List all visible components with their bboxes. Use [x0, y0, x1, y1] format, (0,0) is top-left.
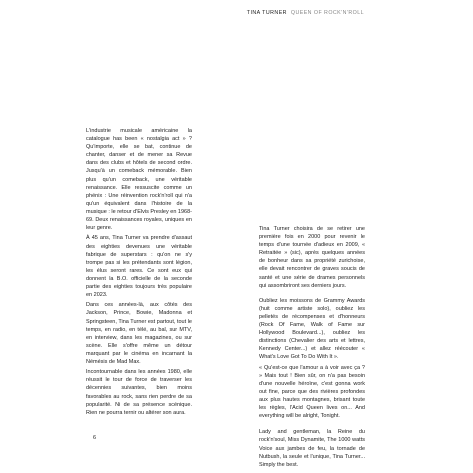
paragraph: Lady and gentleman, la Reine du rock'n'soul, Miss Dynamite, The 1000 watts Voice aux jambes de feu, la tornade de Nutbush, la seule et l'unique, Tina Turner... Simply the best.: [259, 429, 365, 468]
paragraph: Dans ces années-là, aux côtés des Jackson, Prince, Bowie, Madonna et Springsteen, Tina Turner est partout, tout le temps, en radio, en télé, au bal, sur MTV, en interview, dans les magazines, ou sur scène. Elle s'offre même un détour marquant par le cinéma en incarnant la Némésis de Mad Max.: [86, 302, 192, 365]
page-number: 6: [93, 435, 97, 441]
paragraph: Incontournable dans les années 1980, elle réussit le tour de force de traverser les décennies suivantes, bien moins favorables au rock, sans rien perdre de sa popularité. Ni de sa présence scénique. Rien ne pourra ternir ou altérer son aura.: [86, 369, 192, 416]
paragraph: Oubliez les moissons de Grammy Awards (huit comme artiste solo), oubliez les pelletés de récompenses et d'honneurs (Rock Of Fame, Walk of Fame sur Hollywood Boulevard...), oubliez les distinctions (Chevalier des arts et lettres, Kennedy Center...) et allez réécouter « What's Love Got To Do With It ».: [259, 297, 365, 361]
header-name: TINA TURNER: [246, 10, 287, 16]
paragraph: Tina Turner choisira de se retirer une première fois en 2000 pour revenir le temps d'une tournée d'adieux en 2009, « Retraitée » (sic), après quelques années de bonheur dans sa propriété zurichoise, elle devait rencontrer de graves soucis de santé et une série de drames personnels qui assombriront ses derniers jours.: [259, 226, 365, 289]
left-text-column: [86, 127, 192, 419]
paragraph: À 45 ans, Tina Turner va prendre d'assaut des eighties devenues une véritable fabrique de superstars : qu'on ne s'y trompe pas si les prétendants sont légion, les élus seront rares. Ce sont eux qui donnent la B.O. officielle de la seconde partie des eighties toujours très populaire en 2023.: [86, 235, 192, 299]
paragraph: « Qu'est-ce que l'amour a à voir avec ça ? » Mais tout ! Bien sûr, on n'a pas besoin d'une nouvelle héroïne, c'est gonna work out fine, parce que des rivières profondes aux plus hautes montagnes, brisant toute les règles, l'Acid Queen lives on... And everything will be alright, Tonight.: [259, 364, 365, 420]
header-subtitle: QUEEN OF ROCK'N'ROLL: [290, 10, 364, 16]
running-header: [247, 10, 364, 16]
paragraph: L'industrie musicale américaine la catalogue has been « nostalgia act » ? Qu'importe, elle se bat, continue de chanter, danser et de mener sa Revue dans des clubs et hôtels de second ordre. Jusqu'à un comeback mémorable. Bien plus qu'un comeback, une véritable renaissance. Elle ressuscite comme un phénix : Une réinvention rock'n'roll qui n'a qu'un équivalent dans l'histoire de la musique : le retour d'Elvis Presley en 1968-69. Deux renaissances royales, uniques en leur genre.: [86, 128, 192, 232]
right-text-column: [259, 225, 365, 471]
